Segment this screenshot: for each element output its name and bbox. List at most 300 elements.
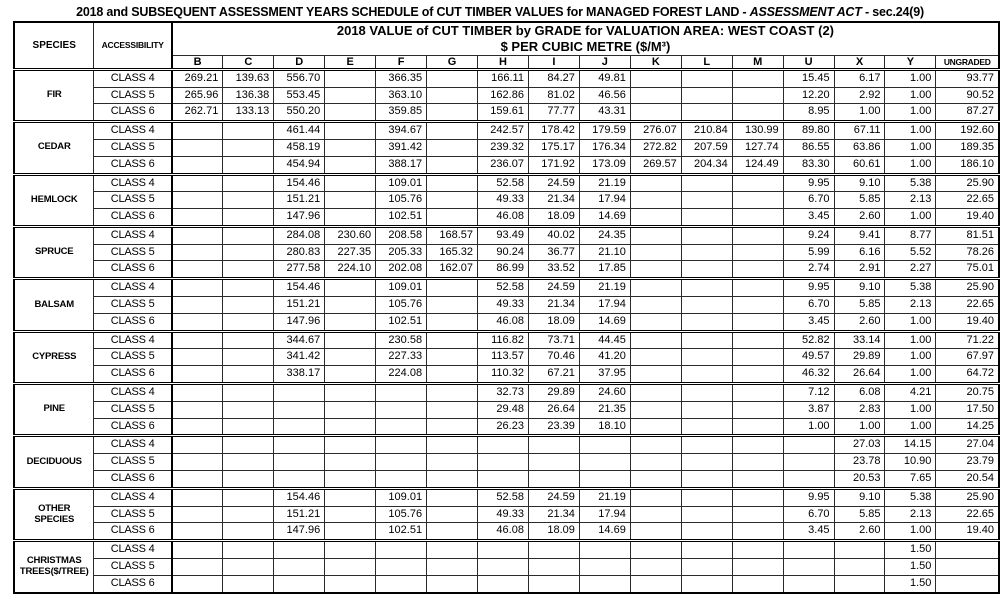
- class-cell: CLASS 4: [94, 69, 172, 87]
- value-cell: 110.32: [478, 366, 529, 384]
- value-cell: [579, 436, 630, 454]
- table-row: [14, 244, 999, 261]
- value-cell: 366.35: [376, 69, 427, 87]
- value-cell: [172, 384, 223, 402]
- class-cell: CLASS 5: [94, 139, 172, 156]
- value-cell: [223, 559, 274, 576]
- value-cell: 168.57: [427, 226, 478, 244]
- value-cell: 265.96: [172, 87, 223, 104]
- value-cell: [427, 209, 478, 227]
- table-row: [14, 506, 999, 523]
- value-cell: [732, 297, 783, 314]
- value-cell: 224.08: [376, 366, 427, 384]
- value-cell: [732, 401, 783, 418]
- value-cell: [223, 471, 274, 489]
- value-cell: [325, 541, 376, 559]
- grade-col-header-u: U: [783, 55, 834, 69]
- value-cell: [478, 559, 529, 576]
- value-cell: 1.00: [885, 331, 936, 349]
- value-cell: [325, 418, 376, 436]
- value-cell: [681, 471, 732, 489]
- value-cell: 81.02: [528, 87, 579, 104]
- grade-col-header-d: D: [274, 55, 325, 69]
- value-cell: [732, 541, 783, 559]
- value-cell: 81.51: [936, 226, 999, 244]
- grade-col-header-l: L: [681, 55, 732, 69]
- value-cell: 7.65: [885, 471, 936, 489]
- value-cell: 224.10: [325, 261, 376, 279]
- table-row: [14, 104, 999, 122]
- value-cell: 26.23: [478, 418, 529, 436]
- value-cell: 37.95: [579, 366, 630, 384]
- value-cell: 21.10: [579, 244, 630, 261]
- value-cell: [681, 366, 732, 384]
- value-cell: [681, 418, 732, 436]
- value-cell: [732, 244, 783, 261]
- value-cell: [630, 384, 681, 402]
- value-cell: [172, 156, 223, 174]
- value-cell: 33.14: [834, 331, 885, 349]
- value-cell: 10.90: [885, 454, 936, 471]
- value-cell: 236.07: [478, 156, 529, 174]
- value-cell: 109.01: [376, 279, 427, 297]
- value-cell: 162.07: [427, 261, 478, 279]
- class-cell: CLASS 5: [94, 244, 172, 261]
- value-cell: [376, 384, 427, 402]
- value-cell: 21.19: [579, 279, 630, 297]
- value-cell: [630, 104, 681, 122]
- class-cell: CLASS 6: [94, 313, 172, 331]
- value-cell: 24.59: [528, 279, 579, 297]
- page-title-act: ASSESSMENT ACT: [749, 5, 862, 19]
- value-cell: 20.54: [936, 471, 999, 489]
- value-cell: [325, 331, 376, 349]
- value-cell: 230.60: [325, 226, 376, 244]
- value-cell: [172, 349, 223, 366]
- value-cell: 3.87: [783, 401, 834, 418]
- value-cell: 176.34: [579, 139, 630, 156]
- grade-col-header-c: C: [223, 55, 274, 69]
- value-cell: 5.52: [885, 244, 936, 261]
- value-cell: [427, 313, 478, 331]
- value-cell: 23.79: [936, 454, 999, 471]
- value-cell: [732, 349, 783, 366]
- grade-col-header-b: B: [172, 55, 223, 69]
- value-cell: [579, 541, 630, 559]
- table-row: [14, 488, 999, 506]
- value-cell: 154.46: [274, 488, 325, 506]
- value-cell: 46.08: [478, 523, 529, 541]
- value-cell: [172, 575, 223, 592]
- value-cell: 17.50: [936, 401, 999, 418]
- class-cell: CLASS 6: [94, 523, 172, 541]
- value-cell: 22.65: [936, 297, 999, 314]
- value-cell: [223, 313, 274, 331]
- value-cell: [681, 174, 732, 192]
- value-cell: 14.69: [579, 523, 630, 541]
- value-cell: [427, 279, 478, 297]
- value-cell: [732, 418, 783, 436]
- value-cell: 6.70: [783, 297, 834, 314]
- value-cell: 388.17: [376, 156, 427, 174]
- value-cell: 6.70: [783, 192, 834, 209]
- value-cell: 159.61: [478, 104, 529, 122]
- value-cell: [376, 575, 427, 592]
- value-cell: [681, 384, 732, 402]
- grade-col-header-h: H: [478, 55, 529, 69]
- class-cell: CLASS 6: [94, 575, 172, 592]
- value-cell: [681, 523, 732, 541]
- value-cell: [172, 139, 223, 156]
- class-cell: CLASS 6: [94, 261, 172, 279]
- class-cell: CLASS 5: [94, 192, 172, 209]
- table-row: [14, 261, 999, 279]
- class-cell: CLASS 4: [94, 436, 172, 454]
- value-cell: [630, 244, 681, 261]
- value-cell: [427, 69, 478, 87]
- value-cell: [681, 559, 732, 576]
- value-cell: 1.00: [885, 122, 936, 140]
- value-cell: [528, 559, 579, 576]
- value-cell: [223, 418, 274, 436]
- table-row: [14, 418, 999, 436]
- value-cell: 272.82: [630, 139, 681, 156]
- value-cell: 52.82: [783, 331, 834, 349]
- value-cell: [630, 69, 681, 87]
- value-cell: [681, 192, 732, 209]
- value-cell: 27.03: [834, 436, 885, 454]
- value-cell: [223, 488, 274, 506]
- value-cell: [732, 366, 783, 384]
- value-cell: 20.53: [834, 471, 885, 489]
- value-cell: 242.57: [478, 122, 529, 140]
- value-cell: 162.86: [478, 87, 529, 104]
- value-cell: [325, 139, 376, 156]
- class-cell: CLASS 6: [94, 156, 172, 174]
- grade-col-header-e: E: [325, 55, 376, 69]
- value-cell: [630, 192, 681, 209]
- value-cell: [681, 454, 732, 471]
- value-cell: 205.33: [376, 244, 427, 261]
- table-row: [14, 122, 999, 140]
- value-cell: 6.17: [834, 69, 885, 87]
- value-cell: [172, 209, 223, 227]
- species-cell: CEDAR: [14, 122, 94, 174]
- value-cell: [579, 559, 630, 576]
- value-cell: 102.51: [376, 209, 427, 227]
- value-cell: [325, 87, 376, 104]
- value-cell: [325, 156, 376, 174]
- value-cell: 166.11: [478, 69, 529, 87]
- value-cell: [223, 366, 274, 384]
- page-title-suffix: - sec.24(9): [861, 5, 924, 19]
- value-cell: [630, 575, 681, 592]
- value-cell: 5.38: [885, 174, 936, 192]
- value-cell: 14.69: [579, 313, 630, 331]
- value-cell: [172, 523, 223, 541]
- value-cell: 43.31: [579, 104, 630, 122]
- value-cell: [630, 418, 681, 436]
- value-cell: [681, 209, 732, 227]
- value-cell: 73.71: [528, 331, 579, 349]
- class-cell: CLASS 4: [94, 174, 172, 192]
- value-cell: [630, 506, 681, 523]
- value-cell: 26.64: [834, 366, 885, 384]
- value-cell: [223, 244, 274, 261]
- value-cell: [427, 384, 478, 402]
- value-cell: 19.40: [936, 209, 999, 227]
- value-cell: [223, 261, 274, 279]
- value-area-header-line1: 2018 VALUE of CUT TIMBER by GRADE for VALUATION AREA: WEST COAST (2): [336, 23, 835, 38]
- value-cell: 9.10: [834, 174, 885, 192]
- grade-col-header-k: K: [630, 55, 681, 69]
- value-cell: [579, 471, 630, 489]
- value-cell: 1.00: [885, 418, 936, 436]
- class-cell: CLASS 4: [94, 279, 172, 297]
- value-cell: 24.59: [528, 488, 579, 506]
- class-cell: CLASS 4: [94, 122, 172, 140]
- value-cell: [732, 559, 783, 576]
- grade-col-header-m: M: [732, 55, 783, 69]
- value-cell: 394.67: [376, 122, 427, 140]
- value-cell: 21.34: [528, 297, 579, 314]
- value-cell: [427, 366, 478, 384]
- value-cell: [478, 436, 529, 454]
- value-cell: 75.01: [936, 261, 999, 279]
- value-cell: [325, 279, 376, 297]
- species-cell: HEMLOCK: [14, 174, 94, 226]
- value-cell: [427, 139, 478, 156]
- value-cell: [579, 575, 630, 592]
- value-cell: [681, 69, 732, 87]
- value-cell: [223, 523, 274, 541]
- value-cell: 3.45: [783, 523, 834, 541]
- value-cell: [427, 192, 478, 209]
- value-cell: 27.04: [936, 436, 999, 454]
- value-cell: 4.21: [885, 384, 936, 402]
- grade-col-header-i: I: [528, 55, 579, 69]
- value-cell: [172, 506, 223, 523]
- value-cell: 24.59: [528, 174, 579, 192]
- value-cell: 21.19: [579, 488, 630, 506]
- value-cell: 151.21: [274, 297, 325, 314]
- value-cell: [783, 559, 834, 576]
- value-cell: 18.09: [528, 523, 579, 541]
- value-cell: 70.46: [528, 349, 579, 366]
- value-cell: [274, 575, 325, 592]
- value-cell: [325, 104, 376, 122]
- value-cell: [376, 436, 427, 454]
- class-cell: CLASS 4: [94, 541, 172, 559]
- value-cell: [936, 541, 999, 559]
- page-title: [0, 0, 1000, 21]
- value-cell: [630, 366, 681, 384]
- value-cell: 46.08: [478, 313, 529, 331]
- class-cell: CLASS 4: [94, 226, 172, 244]
- value-cell: 84.27: [528, 69, 579, 87]
- value-cell: 3.45: [783, 313, 834, 331]
- value-cell: 2.60: [834, 313, 885, 331]
- species-column-header: SPECIES: [14, 22, 94, 69]
- value-cell: [427, 401, 478, 418]
- value-cell: 19.40: [936, 313, 999, 331]
- value-cell: 192.60: [936, 122, 999, 140]
- value-cell: 230.58: [376, 331, 427, 349]
- value-cell: [325, 488, 376, 506]
- value-cell: 29.89: [834, 349, 885, 366]
- value-cell: 23.78: [834, 454, 885, 471]
- value-cell: 5.99: [783, 244, 834, 261]
- table-body: [14, 69, 999, 592]
- value-cell: [427, 174, 478, 192]
- table-row: [14, 575, 999, 592]
- value-cell: 86.55: [783, 139, 834, 156]
- value-cell: 363.10: [376, 87, 427, 104]
- value-cell: 202.08: [376, 261, 427, 279]
- value-cell: 1.00: [834, 104, 885, 122]
- value-cell: [783, 575, 834, 592]
- value-cell: 391.42: [376, 139, 427, 156]
- class-cell: CLASS 6: [94, 104, 172, 122]
- value-cell: 8.77: [885, 226, 936, 244]
- value-cell: [223, 297, 274, 314]
- value-cell: [427, 436, 478, 454]
- value-cell: 21.34: [528, 192, 579, 209]
- class-cell: CLASS 5: [94, 559, 172, 576]
- value-cell: 89.80: [783, 122, 834, 140]
- grade-col-header-ungraded: UNGRADED: [936, 55, 999, 69]
- value-cell: 276.07: [630, 122, 681, 140]
- value-cell: 67.11: [834, 122, 885, 140]
- value-cell: [274, 559, 325, 576]
- value-cell: [325, 506, 376, 523]
- value-cell: [732, 261, 783, 279]
- value-cell: 5.38: [885, 488, 936, 506]
- value-cell: 24.60: [579, 384, 630, 402]
- value-cell: 105.76: [376, 506, 427, 523]
- value-cell: 6.16: [834, 244, 885, 261]
- value-cell: 49.33: [478, 297, 529, 314]
- value-cell: [172, 331, 223, 349]
- value-area-header: [172, 22, 999, 55]
- value-cell: 5.85: [834, 506, 885, 523]
- value-cell: 7.12: [783, 384, 834, 402]
- table-row: [14, 87, 999, 104]
- value-cell: [681, 244, 732, 261]
- value-cell: [630, 226, 681, 244]
- value-cell: [325, 523, 376, 541]
- value-cell: 3.45: [783, 209, 834, 227]
- value-cell: 5.85: [834, 297, 885, 314]
- value-cell: 2.13: [885, 192, 936, 209]
- value-cell: 139.63: [223, 69, 274, 87]
- value-cell: 17.94: [579, 297, 630, 314]
- value-cell: 1.50: [885, 541, 936, 559]
- value-cell: 269.21: [172, 69, 223, 87]
- value-cell: 147.96: [274, 523, 325, 541]
- value-cell: 102.51: [376, 313, 427, 331]
- value-cell: [223, 279, 274, 297]
- value-cell: [732, 209, 783, 227]
- value-cell: [834, 559, 885, 576]
- value-cell: 17.94: [579, 192, 630, 209]
- value-cell: [325, 122, 376, 140]
- value-cell: 86.99: [478, 261, 529, 279]
- value-cell: [528, 436, 579, 454]
- value-cell: [681, 575, 732, 592]
- grade-col-header-x: X: [834, 55, 885, 69]
- value-cell: 2.91: [834, 261, 885, 279]
- value-cell: 21.34: [528, 506, 579, 523]
- value-cell: 18.09: [528, 209, 579, 227]
- value-cell: 9.95: [783, 488, 834, 506]
- value-cell: [630, 454, 681, 471]
- value-cell: [325, 559, 376, 576]
- table-row: [14, 69, 999, 87]
- class-cell: CLASS 5: [94, 349, 172, 366]
- value-cell: 46.56: [579, 87, 630, 104]
- species-cell: CHRISTMAS TREES($/TREE): [14, 541, 94, 593]
- class-cell: CLASS 4: [94, 384, 172, 402]
- value-cell: 227.33: [376, 349, 427, 366]
- value-cell: [630, 488, 681, 506]
- species-cell: BALSAM: [14, 279, 94, 331]
- value-cell: [732, 87, 783, 104]
- value-cell: [223, 331, 274, 349]
- value-cell: [681, 349, 732, 366]
- value-cell: 2.60: [834, 209, 885, 227]
- value-cell: 5.85: [834, 192, 885, 209]
- value-cell: [223, 122, 274, 140]
- value-cell: 2.13: [885, 506, 936, 523]
- value-cell: 208.58: [376, 226, 427, 244]
- value-cell: [630, 401, 681, 418]
- grade-col-header-g: G: [427, 55, 478, 69]
- value-cell: [783, 541, 834, 559]
- value-cell: [579, 454, 630, 471]
- value-cell: 63.86: [834, 139, 885, 156]
- value-cell: [427, 575, 478, 592]
- value-cell: [427, 331, 478, 349]
- class-cell: CLASS 6: [94, 471, 172, 489]
- value-cell: 556.70: [274, 69, 325, 87]
- value-cell: [732, 69, 783, 87]
- value-cell: [732, 174, 783, 192]
- value-cell: 18.10: [579, 418, 630, 436]
- value-cell: [732, 454, 783, 471]
- value-cell: [630, 471, 681, 489]
- value-cell: 90.24: [478, 244, 529, 261]
- table-row: [14, 139, 999, 156]
- value-cell: [427, 418, 478, 436]
- class-cell: CLASS 5: [94, 87, 172, 104]
- value-cell: [172, 436, 223, 454]
- value-cell: [630, 541, 681, 559]
- value-cell: [172, 261, 223, 279]
- value-cell: [630, 313, 681, 331]
- class-cell: CLASS 4: [94, 331, 172, 349]
- table-row: [14, 156, 999, 174]
- value-cell: [427, 297, 478, 314]
- value-cell: [783, 471, 834, 489]
- value-cell: [172, 226, 223, 244]
- value-cell: 269.57: [630, 156, 681, 174]
- value-cell: [427, 488, 478, 506]
- value-cell: [630, 87, 681, 104]
- value-cell: 204.34: [681, 156, 732, 174]
- value-cell: [172, 244, 223, 261]
- value-cell: 454.94: [274, 156, 325, 174]
